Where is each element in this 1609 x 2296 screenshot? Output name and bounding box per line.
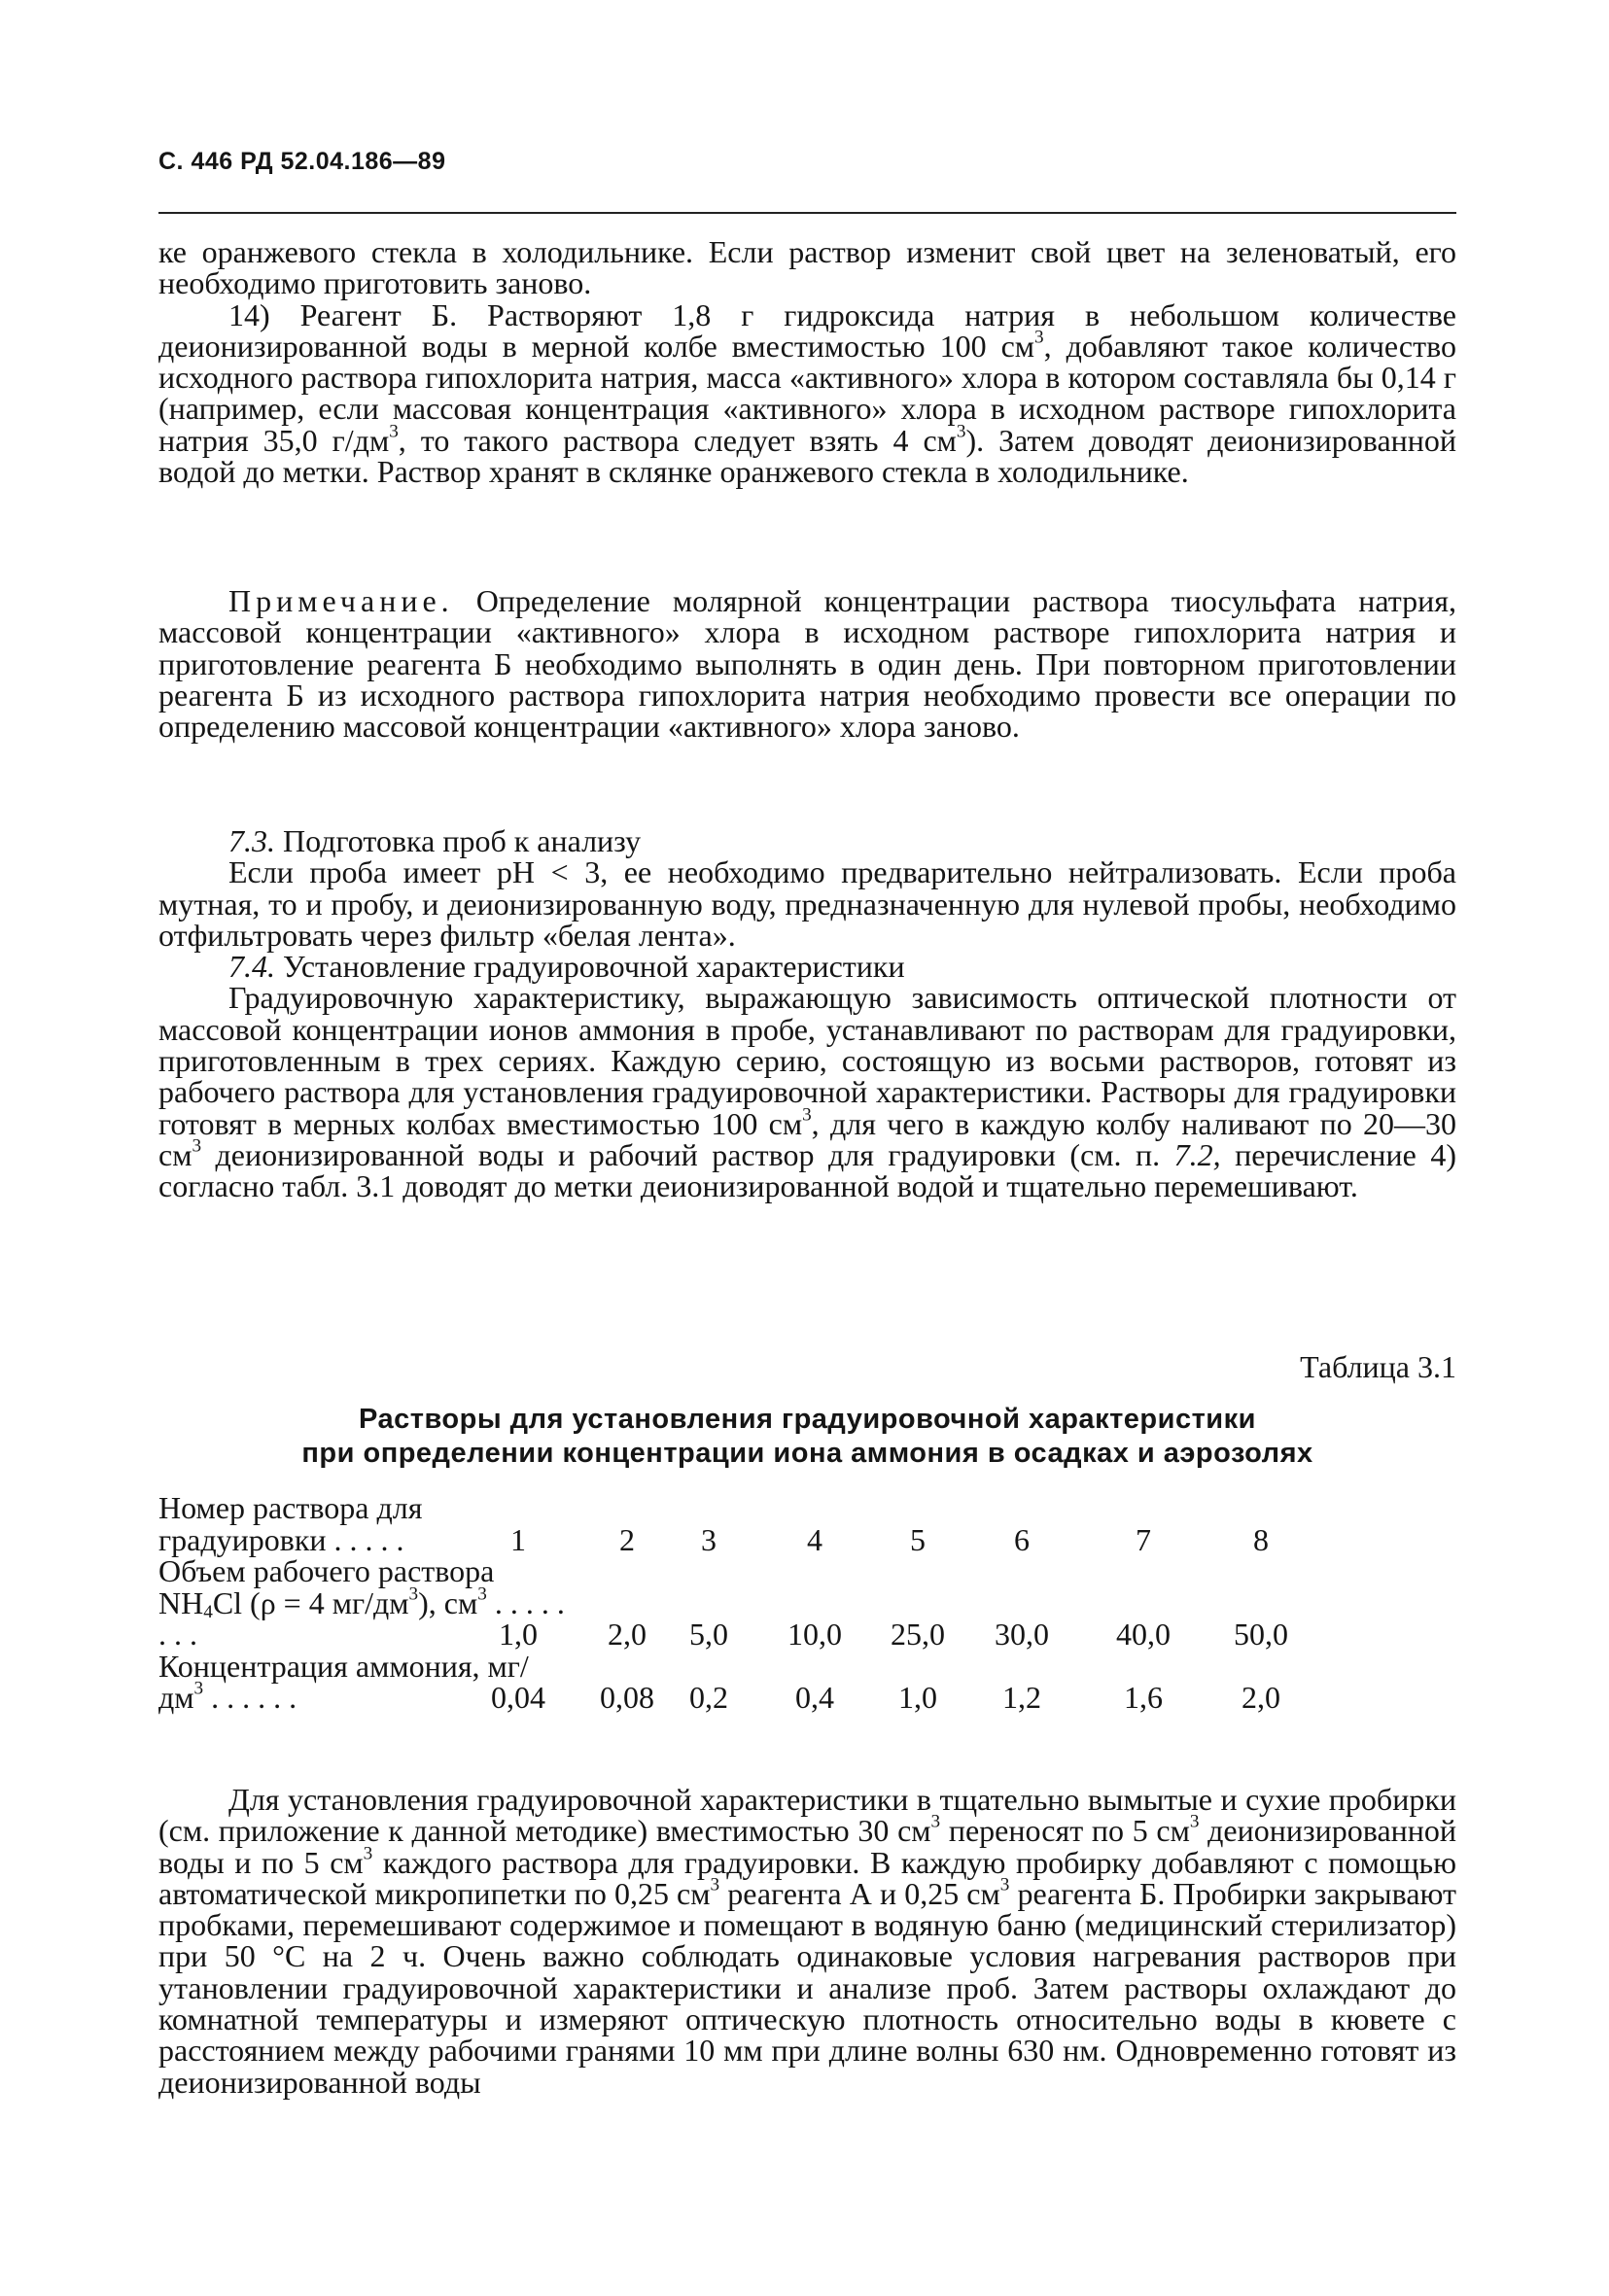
note-label: Примечание. xyxy=(228,583,454,618)
solution-number-cell: 2 xyxy=(619,1521,635,1557)
concentration-cell: 1,6 xyxy=(1124,1680,1163,1715)
section-7-3-text: Если проба имеет pH < 3, ее необходимо предварительно нейтрализовать. Если проба мутная, то и пробу, и деионизированную воду, предназначенную для нулевой пробы, необходимо отфильтровать через фильтр «белая лента». xyxy=(158,854,1456,953)
calibration-table xyxy=(158,1492,1456,1714)
section-7-4-text: Градуировочную характеристику, выражающую зависимость оптической плотности от массовой концентрации ионов аммония в пробе, устанавливают по растворам для градуировки, приготовленным в трех сериях. Каждую серию, состоящую из восьми растворов, готовят из рабочего раствора для установления градуировочной характеристики. Растворы для градуировки готовят в мерных колбах вместимостью 100 $см^3$, для чего в каждую колбу наливают по 20—30 $см^3$ деионизированной воды и рабочий раствор для градуировки (см. п. 7.2, перечисление 4) согласно табл. 3.1 доводят до метки деионизированной водой и тщательно перемешивают. xyxy=(158,980,1457,1204)
note-section xyxy=(158,583,1456,745)
final-paragraph: Для установления градуировочной характеристики в тщательно вымытые и сухие пробирки (см. приложение к данной методике) вместимостью 30 $см^3$ переносят по 5 $см^3$ деионизированной воды и по 5 $см^3$ каждого раствора для градуировки. В каждую пробирку добавляют с помощью автоматической микропипетки по 0,25 $см^3$ реагента А и 0,25 $см^3$ реагента Б. Пробирки закрывают пробками, перемешивают содержимое и помещают в водяную баню (медицинский стерилизатор) при 50 °С на 2 ч. Очень важно соблюдать одинаковые условия нагревания растворов при утановлении градуировочной характеристики и анализе проб. Затем растворы охлаждают до комнатной температуры и измеряют оптическую плотность относительно воды в кювете с расстоянием между рабочими гранями 10 мм при длине волны 630 нм. Одновременно готовят из деионизированной воды xyxy=(158,1782,1457,2100)
solution-number-cell: 5 xyxy=(910,1521,926,1557)
concentration-cell: 0,08 xyxy=(600,1680,654,1715)
solution-number-cell: 8 xyxy=(1253,1521,1269,1557)
note-text: Определение молярной концентрации раствора тиосульфата натрия, массовой концентрации «активного» хлора в исходном растворе гипохлорита натрия и приготовление реагента Б необходимо выполнять в один день. При повторном приготовлении реагента Б из исходного раствора гипохлорита натрия необходимо провести все операции по определению массовой концентрации «активного» хлора заново. xyxy=(158,583,1456,745)
table-number: Таблица 3.1 xyxy=(1300,1349,1456,1384)
solution-number-cell: 4 xyxy=(807,1521,822,1557)
volume-cell: 30,0 xyxy=(995,1617,1049,1652)
solution-number-cell: 6 xyxy=(1014,1521,1030,1557)
table-row-concentration xyxy=(158,1648,1456,1715)
table-title-line-1: Растворы для установления градуировочной характеристики xyxy=(359,1404,1256,1435)
paragraph-continuation: ке оранжевого стекла в холодильнике. Если раствор изменит свой цвет на зеленоватый, его необходимо приготовить заново. xyxy=(158,234,1456,301)
solution-number-cell: 1 xyxy=(510,1521,526,1557)
concentration-cell: 1,0 xyxy=(898,1680,937,1715)
solution-number-cell: 3 xyxy=(701,1521,717,1557)
section-7-3-heading: 7.3. Подготовка проб к анализу xyxy=(228,823,642,858)
concentration-cell: 2,0 xyxy=(1242,1680,1280,1715)
section-7-4-heading: 7.4. Установление градуировочной характеристики xyxy=(228,949,905,985)
volume-cell: 50,0 xyxy=(1234,1617,1288,1652)
page-header: С. 446 РД 52.04.186—89 xyxy=(158,148,446,175)
reagent-section xyxy=(158,234,1457,490)
sections-7-3-7-4 xyxy=(158,825,1456,1202)
table-title-line-2: при определении концентрации иона аммония в осадках и аэрозолях xyxy=(301,1438,1313,1469)
volume-cell: 1,0 xyxy=(499,1617,538,1652)
note-paragraph xyxy=(158,583,1456,745)
volume-cell: 25,0 xyxy=(891,1617,945,1652)
table-title xyxy=(158,1403,1456,1471)
concentration-cell: 0,4 xyxy=(795,1680,834,1715)
row-label-concentration: Концентрация аммония, $мг/дм^3$ . . . . . . xyxy=(158,1648,529,1715)
concentration-cell: 1,2 xyxy=(1002,1680,1041,1715)
table-row-solution-number xyxy=(158,1492,1456,1555)
solution-number-cell: 7 xyxy=(1136,1521,1151,1557)
volume-cell: 40,0 xyxy=(1116,1617,1171,1652)
row-label-volume: Объем рабочего раствора $NH_4Cl$ (ρ = 4 $мг/дм^3$), $см^3$ . . . . . . . . xyxy=(158,1553,565,1652)
concentration-cell: 0,04 xyxy=(491,1680,545,1715)
concentration-cells xyxy=(158,1682,1456,1714)
volume-cells xyxy=(158,1618,1456,1651)
volume-cell: 2,0 xyxy=(608,1617,647,1652)
concentration-cell: 0,2 xyxy=(689,1680,728,1715)
header-rule xyxy=(158,212,1456,214)
final-section xyxy=(158,1784,1456,2098)
volume-cell: 5,0 xyxy=(689,1617,728,1652)
paragraph-reagent-b: 14) Реагент Б. Растворяют 1,8 г гидроксида натрия в небольшом количестве деионизированной воды в мерной колбе вместимостью 100 $см^3$, добавляют такое количество исходного раствора гипохлорита натрия, масса «активного» хлора в котором составляла бы 0,14 г (например, если массовая концентрация «активного» хлора в исходном растворе гипохлорита натрия 35,0 $г/дм^3$, то такого раствора следует взять 4 $см^3$). Затем доводят деионизированной водой до метки. Раствор хранят в склянке оранжевого стекла в холодильнике. xyxy=(158,296,1457,490)
volume-cell: 10,0 xyxy=(787,1617,842,1652)
table-row-volume xyxy=(158,1555,1456,1651)
row-label-solution-number: Номер раствора для градуировки . . . . . xyxy=(158,1490,423,1557)
